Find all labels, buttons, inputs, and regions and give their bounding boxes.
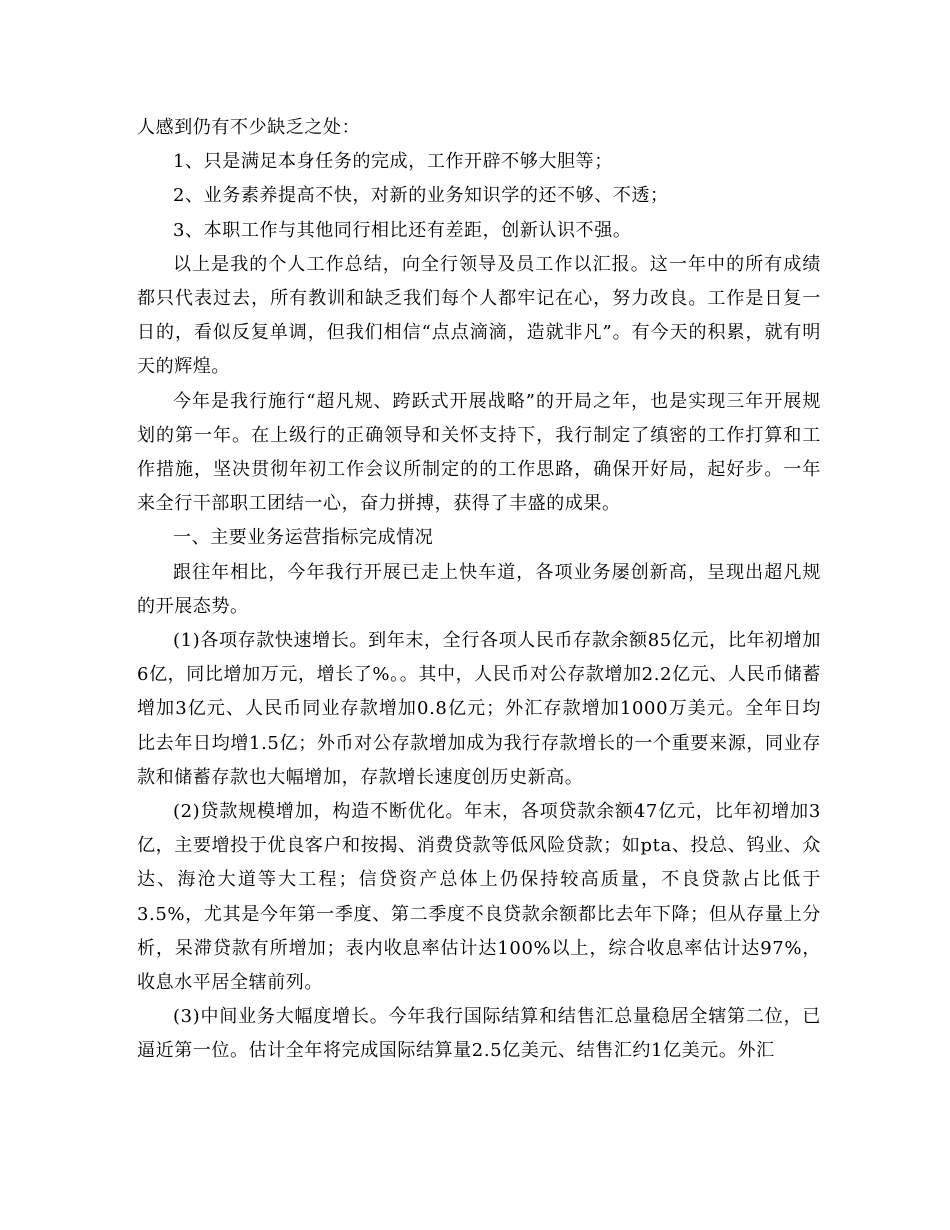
paragraph-intro: 人感到仍有不少缺乏之处： [137, 117, 361, 138]
section-heading-indicators: 一、主要业务运营指标完成情况 [173, 527, 434, 549]
paragraph-shortcoming-2: 2、业务素养提高不快，对新的业务知识学的还不够、不透； [173, 185, 669, 207]
paragraph-loans: (2)贷款规模增加，构造不断优化。年末，各项贷款余额47亿元，比年初增加3亿，主要增投于优良客户和按揭、消费贷款等低风险贷款；如pta、投总、钨业、众达、海沧大道等大工程；信贷资产总体上仍保持较高质量，不良贷款占比低于3.5%，尤其是今年第一季度、第二季度不良贷款余额都比去年下降；但从存量上分析，呆滞贷款有所增加；表内收息率估计达100%以上，综合收息率估计达97%，收息水平居全辖前列。 [137, 801, 821, 994]
paragraph-year-overview: 今年是我行施行“超凡规、跨跃式开展战略”的开局之年，也是实现三年开展规划的第一年。在上级行的正确领导和关怀支持下，我行制定了缜密的工作打算和工作措施，坚决贯彻年初工作会议所制定的的工作思路，确保开好局，起好步。一年来全行干部职工团结一心，奋力拼搏，获得了丰盛的成果。 [137, 390, 821, 515]
paragraph-deposits: (1)各项存款快速增长。到年末，全行各项人民币存款余额85亿元，比年初增加6亿，同比增加万元，增长了%。。其中，人民币对公存款增加2.2亿元、人民币储蓄增加3亿元、人民币同业存款增加0.8亿元；外汇存款增加1000万美元。全年日均比去年日均增1.5亿；外币对公存款增加成为我行存款增长的一个重要来源，同业存款和储蓄存款也大幅增加，存款增长速度创历史新高。 [137, 630, 821, 788]
paragraph-shortcoming-3: 3、本职工作与其他同行相比还有差距，创新认识不强。 [173, 219, 632, 241]
document-body [137, 111, 821, 1069]
paragraph-comparison: 跟往年相比，今年我行开展已走上快车道，各项业务屡创新高，呈现出超凡规的开展态势。 [137, 561, 821, 617]
paragraph-intermediate-business: (3)中间业务大幅度增长。今年我行国际结算和结售汇总量稳居全辖第二位，已逼近第一位。估计全年将完成国际结算量2.5亿美元、结售汇约1亿美元。外汇 [137, 1006, 821, 1062]
paragraph-summary: 以上是我的个人工作总结，向全行领导及员工作以汇报。这一年中的所有成绩都只代表过去，所有教训和缺乏我们每个人都牢记在心，努力改良。工作是日复一日的，看似反复单调，但我们相信“点点滴滴，造就非凡”。有今天的积累，就有明天的辉煌。 [137, 253, 821, 378]
paragraph-shortcoming-1: 1、只是满足本身任务的完成，工作开辟不够大胆等； [173, 151, 613, 173]
